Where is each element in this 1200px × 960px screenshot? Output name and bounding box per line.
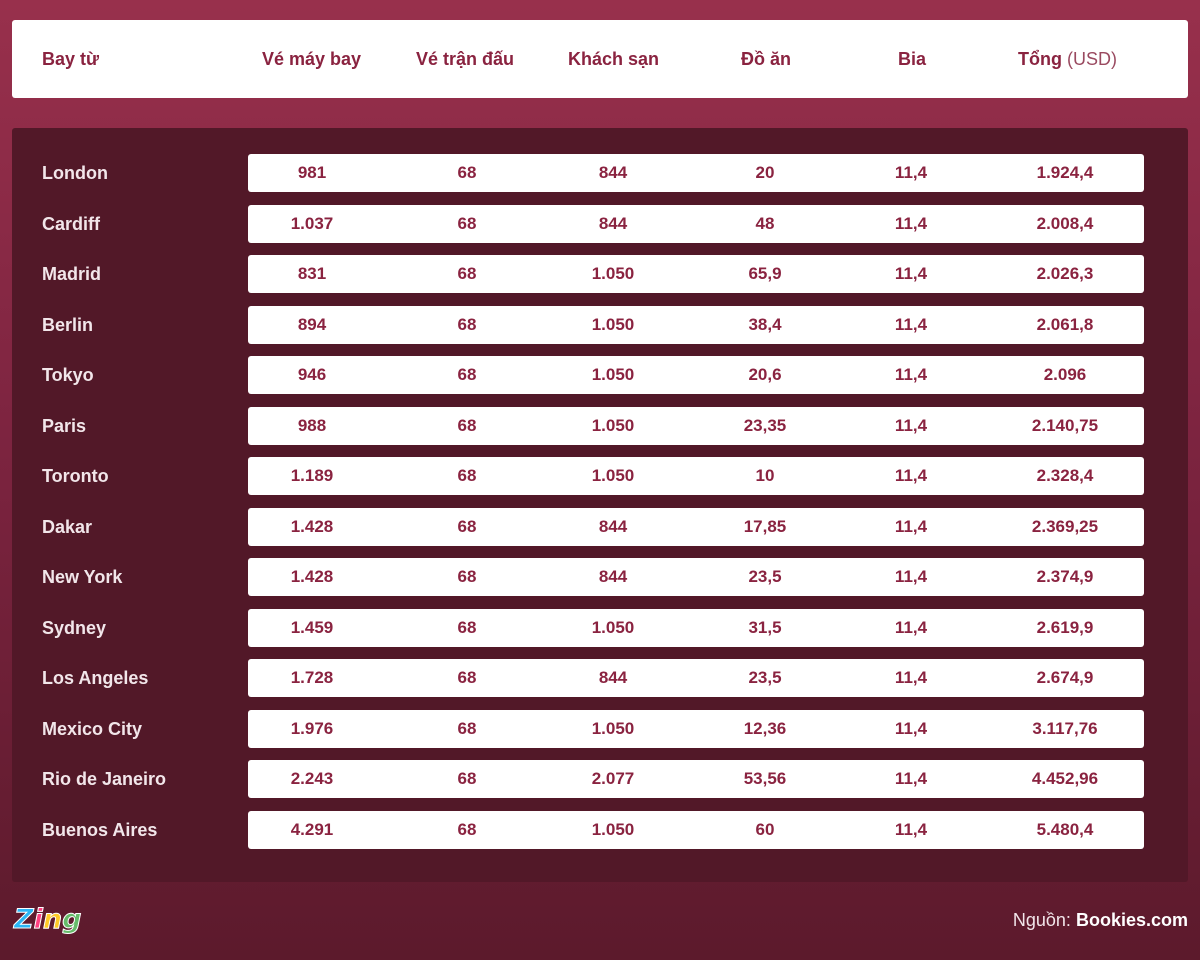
cell-flight: 988 xyxy=(297,415,327,435)
cell-flight: 4.291 xyxy=(290,819,334,839)
row-city: Mexico City xyxy=(42,718,143,739)
table-row xyxy=(12,710,1188,748)
cell-hotel: 1.050 xyxy=(591,365,635,384)
header-beer: Bia xyxy=(898,49,927,69)
cell-flight: 1.728 xyxy=(290,668,334,687)
cell-total: 1.924,4 xyxy=(1036,163,1094,182)
cell-flight: 1.189 xyxy=(290,466,334,485)
cell-hotel: 1.050 xyxy=(591,718,635,738)
table-row xyxy=(12,760,1188,798)
row-city: Toronto xyxy=(42,466,109,486)
header-ticket: Vé trận đấu xyxy=(416,49,515,69)
cell-beer: 11,4 xyxy=(894,264,928,283)
table-body xyxy=(12,128,1188,882)
cell-hotel: 844 xyxy=(598,213,628,233)
cell-hotel: 844 xyxy=(598,163,628,182)
table-row xyxy=(12,306,1188,344)
cell-hotel: 2.077 xyxy=(591,769,635,788)
table-row xyxy=(12,609,1188,647)
cell-beer: 11,4 xyxy=(894,415,928,435)
cell-total: 2.674,9 xyxy=(1036,668,1094,687)
header-total xyxy=(1018,20,1117,98)
source-credit xyxy=(1013,906,1188,934)
table-row xyxy=(12,659,1188,697)
cell-total: 2.061,8 xyxy=(1036,314,1094,334)
row-city: Buenos Aires xyxy=(42,819,158,840)
cell-food: 60 xyxy=(755,819,775,839)
cell-beer: 11,4 xyxy=(894,617,928,637)
cell-food: 17,85 xyxy=(743,516,787,536)
cell-total: 3.117,76 xyxy=(1032,718,1098,738)
cell-ticket: 68 xyxy=(457,819,477,839)
cell-food: 53,56 xyxy=(743,769,787,788)
cell-total: 2.096 xyxy=(1043,365,1087,384)
cell-beer: 11,4 xyxy=(894,314,928,334)
cell-beer: 11,4 xyxy=(894,466,928,485)
cell-ticket: 68 xyxy=(457,415,477,435)
header-food: Đồ ăn xyxy=(741,49,792,69)
cell-hotel: 1.050 xyxy=(591,264,635,283)
cell-ticket: 68 xyxy=(457,314,477,334)
header-hotel: Khách sạn xyxy=(568,49,660,69)
table-row xyxy=(12,457,1188,495)
header-total-label: Tổng xyxy=(1018,49,1062,69)
source-label: Nguồn: xyxy=(1012,910,1071,930)
cell-flight: 831 xyxy=(297,264,327,283)
cell-total: 5.480,4 xyxy=(1036,819,1094,839)
cell-hotel: 1.050 xyxy=(591,819,635,839)
source-name: Bookies.com xyxy=(1075,910,1188,930)
cell-hotel: 1.050 xyxy=(591,314,635,334)
cell-ticket: 68 xyxy=(457,516,477,536)
cell-hotel: 844 xyxy=(598,567,628,586)
cell-flight: 946 xyxy=(297,365,327,384)
header-total-unit: (USD) xyxy=(1067,49,1117,69)
cell-hotel: 844 xyxy=(598,668,628,687)
cell-food: 23,5 xyxy=(748,668,782,687)
row-city: Dakar xyxy=(42,516,93,537)
cell-beer: 11,4 xyxy=(894,819,928,839)
table-row xyxy=(12,558,1188,596)
cell-total: 2.619,9 xyxy=(1036,617,1094,637)
cell-total: 4.452,96 xyxy=(1031,769,1099,788)
cell-beer: 11,4 xyxy=(894,769,928,788)
cell-flight: 981 xyxy=(297,163,327,182)
cell-flight: 2.243 xyxy=(290,769,334,788)
cell-hotel: 844 xyxy=(598,516,628,536)
cell-total: 2.374,9 xyxy=(1036,567,1094,586)
cell-beer: 11,4 xyxy=(894,516,928,536)
header-from: Bay từ xyxy=(42,49,100,69)
row-city: Madrid xyxy=(42,264,102,284)
table-row xyxy=(12,154,1188,192)
cell-beer: 11,4 xyxy=(894,668,928,687)
table-row xyxy=(12,407,1188,445)
table-row xyxy=(12,811,1188,849)
row-city: Paris xyxy=(42,415,87,436)
row-city: Rio de Janeiro xyxy=(42,769,167,789)
cell-ticket: 68 xyxy=(457,769,477,788)
table-row xyxy=(12,255,1188,293)
cell-food: 12,36 xyxy=(743,718,787,738)
cell-ticket: 68 xyxy=(457,213,477,233)
table-row xyxy=(12,205,1188,243)
cell-ticket: 68 xyxy=(457,365,477,384)
row-city: Los Angeles xyxy=(42,668,149,688)
cell-ticket: 68 xyxy=(457,567,477,586)
cell-food: 38,4 xyxy=(748,314,782,334)
header-flight: Vé máy bay xyxy=(262,49,362,69)
cell-food: 23,35 xyxy=(743,415,787,435)
cell-total: 2.026,3 xyxy=(1036,264,1094,283)
cell-food: 10 xyxy=(755,466,775,485)
cell-food: 23,5 xyxy=(748,567,782,586)
cell-beer: 11,4 xyxy=(894,718,928,738)
cell-flight: 1.037 xyxy=(290,213,334,233)
row-city: Tokyo xyxy=(42,365,94,385)
row-city: Berlin xyxy=(42,314,94,335)
cell-hotel: 1.050 xyxy=(591,415,635,435)
cell-total: 2.328,4 xyxy=(1036,466,1094,485)
cell-food: 20,6 xyxy=(748,365,782,384)
cell-ticket: 68 xyxy=(457,718,477,738)
cell-beer: 11,4 xyxy=(894,213,928,233)
cell-ticket: 68 xyxy=(457,264,477,283)
cell-hotel: 1.050 xyxy=(591,466,635,485)
cell-food: 20 xyxy=(755,163,775,182)
cell-total: 2.140,75 xyxy=(1031,415,1099,435)
cell-beer: 11,4 xyxy=(894,163,928,182)
cell-hotel: 1.050 xyxy=(591,617,635,637)
cell-flight: 1.976 xyxy=(290,718,334,738)
cell-total: 2.008,4 xyxy=(1036,213,1094,233)
cell-flight: 1.428 xyxy=(290,567,334,586)
cell-beer: 11,4 xyxy=(894,365,928,384)
row-city: Sydney xyxy=(42,617,107,638)
table-row xyxy=(12,356,1188,394)
row-city: New York xyxy=(42,567,123,587)
table-row xyxy=(12,508,1188,546)
cell-food: 65,9 xyxy=(748,264,782,283)
cell-flight: 894 xyxy=(297,314,327,334)
cell-food: 48 xyxy=(755,213,775,233)
row-city: Cardiff xyxy=(42,213,100,234)
cell-ticket: 68 xyxy=(457,466,477,485)
cell-flight: 1.428 xyxy=(290,516,334,536)
cell-ticket: 68 xyxy=(457,668,477,687)
cell-total: 2.369,25 xyxy=(1031,516,1099,536)
zing-logo: Zing xyxy=(14,904,82,935)
cell-beer: 11,4 xyxy=(894,567,928,586)
row-city: London xyxy=(42,163,108,183)
cell-food: 31,5 xyxy=(748,617,782,637)
cell-ticket: 68 xyxy=(457,617,477,637)
table-header xyxy=(12,20,1188,98)
cell-flight: 1.459 xyxy=(290,617,334,637)
cell-ticket: 68 xyxy=(457,163,477,182)
